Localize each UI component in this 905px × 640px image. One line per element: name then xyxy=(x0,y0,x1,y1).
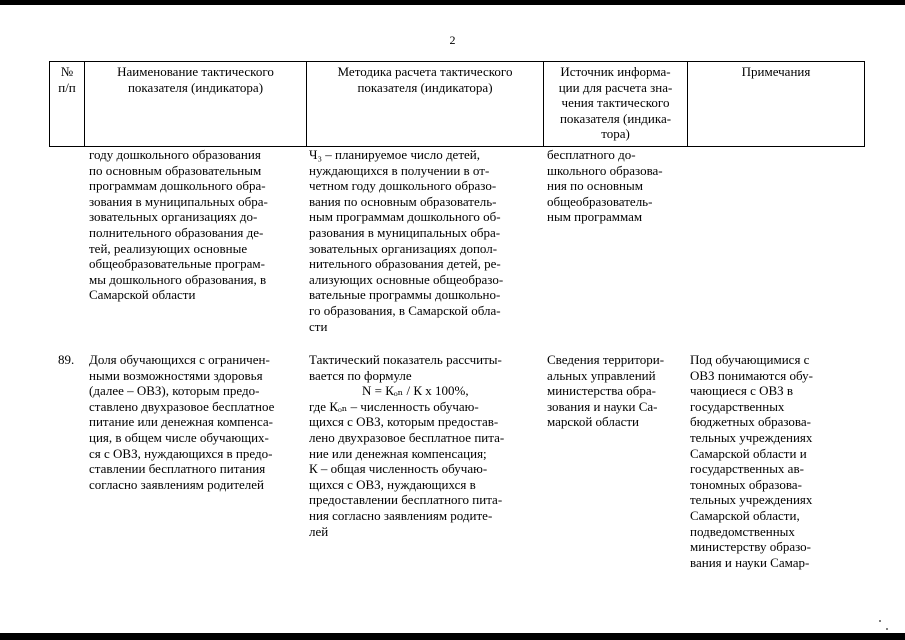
row-89-source: Сведения территори- альных управлений министерства обра- зования и науки Са- марской области xyxy=(547,352,665,430)
row-89-formula: N = Кₒₙ / К х 100%, xyxy=(362,383,469,399)
scan-speck xyxy=(886,628,888,630)
header-indicator-name: Наименование тактического показателя (индикатора) xyxy=(117,64,274,95)
top-border xyxy=(0,0,905,5)
table-right-line xyxy=(864,61,865,146)
row-89-notes: Под обучающимися с ОВЗ понимаются обу- чающиеся с ОВЗ в государственных бюджетных образова- тельных учреждениях Самарской области и государственных ав- тономных образова- тельных учреждениях Самарской области, подведомственных министерству образо- вания и науки Самар- xyxy=(690,352,813,570)
table-top-line xyxy=(49,61,865,62)
bottom-border xyxy=(0,633,905,640)
continued-source: бесплатного до- школьного образова- ния по основным общеобразователь- ным программам xyxy=(547,147,663,225)
row-89-number: 89. xyxy=(58,352,75,367)
row-89-indicator-name: Доля обучающихся с ограничен- ными возможностями здоровья (далее – ОВЗ), которым предо- ставлено двухразовое бесплатное питание или денежная компенса- ция, в общем числе обучающих- ся с ОВЗ, нуждающихся в предо- ставлении бесплатного питания согласно заявлениям родителей xyxy=(89,352,275,492)
header-method: Методика расчета тактического показателя (индикатора) xyxy=(337,64,513,95)
row-89-method: Тактический показатель рассчиты- вается по формуле N = Кₒₙ / К х 100%, где Кₒₙ – численность обучаю- щихся с ОВЗ, которым предостав- лено двухразовое бесплатное пита- ние или денежная компенсация; К – общая численность обучаю- щихся с ОВЗ, нуждающихся в предоставлении бесплатного пита- ния согласно заявлениям родите- лей xyxy=(309,352,505,539)
continued-indicator-name: году дошкольного образования по основным образовательным программам дошкольного обра- зования в муниципальных обра- зовательных организациях до- полнительного образования де- тей, реализующих основные общеобразовательные програм- мы дошкольного образования, в Самарской области xyxy=(89,147,268,303)
header-source: Источник информа- ции для расчета зна- чения тактического показателя (индика- тора) xyxy=(558,64,673,142)
header-notes: Примечания xyxy=(741,64,811,79)
page-number: 2 xyxy=(449,33,456,47)
continued-method: Ч₃ – планируемое число детей, нуждающихся в получении в от- четном году дошкольного образо- вания по основным образователь- ным программам дошкольного об- разования в муниципальных обра- зовательных организациях допол- нительного образования детей, ре- ализующих основные общеобразо- вательные программы дошкольно- го образования, в Самарской обла- сти xyxy=(309,147,504,334)
scan-speck xyxy=(879,620,881,622)
header-number: № п/п xyxy=(58,64,76,95)
